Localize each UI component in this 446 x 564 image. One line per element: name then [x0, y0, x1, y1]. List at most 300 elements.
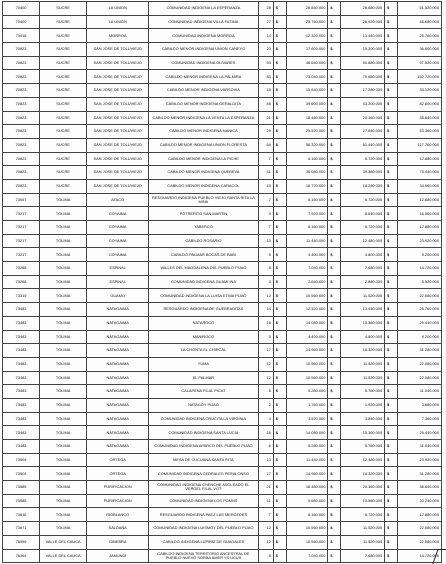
- community-name-cell: COMUNIDAD INDIGENA CEDRALES PERALONSO: [149, 467, 258, 481]
- amount-a-cell: 17.600.000: [286, 43, 327, 57]
- amount-b-cell: 5.760.000: [341, 440, 385, 454]
- amount-a-cell: 6.160.000: [286, 152, 327, 166]
- total-cell: 29.440.000: [398, 426, 442, 440]
- currency-cell: $: [328, 494, 341, 508]
- department-cell: TOLIMA: [40, 467, 87, 481]
- amount-a-cell: 16.720.000: [286, 179, 327, 193]
- total-cell: 22.080.000: [398, 522, 442, 536]
- amount-b-cell: 6.720.000: [341, 152, 385, 166]
- currency-cell: $: [385, 56, 398, 70]
- department-cell: TOLIMA: [40, 371, 87, 385]
- department-cell: SUCRE: [40, 56, 87, 70]
- currency-cell: $: [328, 371, 341, 385]
- total-cell: 12.880.000: [398, 221, 442, 235]
- municipality-code-cell: 73483: [3, 385, 40, 399]
- municipality-cell: COYAIMA: [87, 207, 149, 221]
- currency-cell: $: [385, 316, 398, 330]
- total-cell: 31.280.000: [398, 467, 442, 481]
- community-name-cell: CABILDO MENOR INDIGENA LA PICHE: [149, 152, 258, 166]
- amount-b-cell: 1.920.000: [341, 398, 385, 412]
- amount-b-cell: 4.800.000: [341, 248, 385, 262]
- municipality-cell: NATAGAIMA: [87, 344, 149, 358]
- currency-cell: $: [385, 385, 398, 399]
- payments-table: [2, 1, 442, 563]
- department-cell: TOLIMA: [40, 316, 87, 330]
- amount-a-cell: 10.560.000: [286, 371, 327, 385]
- table-row: [3, 43, 442, 57]
- currency-cell: $: [273, 371, 286, 385]
- currency-cell: $: [273, 111, 286, 125]
- count-cell: 29: [258, 125, 273, 139]
- amount-a-cell: 2.640.000: [286, 275, 327, 289]
- amount-a-cell: 5.280.000: [286, 440, 327, 454]
- table-row: [3, 138, 442, 152]
- amount-b-cell: 18.240.000: [341, 179, 385, 193]
- currency-cell: $: [273, 303, 286, 317]
- currency-cell: $: [273, 248, 286, 262]
- total-cell: 31.280.000: [398, 344, 442, 358]
- municipality-code-cell: 73268: [3, 275, 40, 289]
- table-row: [3, 549, 442, 563]
- count-cell: 13: [258, 234, 273, 248]
- amount-b-cell: 12.480.000: [341, 234, 385, 248]
- department-cell: TOLIMA: [40, 275, 87, 289]
- count-cell: 9: [258, 207, 273, 221]
- currency-cell: $: [273, 481, 286, 495]
- department-cell: VALLE DEL CAUCA: [40, 549, 87, 563]
- municipality-cell: NATAGAIMA: [87, 330, 149, 344]
- community-name-cell: CABILDO PALMAR BOCAS DE BABI: [149, 248, 258, 262]
- amount-a-cell: 4.400.000: [286, 330, 327, 344]
- currency-cell: $: [328, 15, 341, 29]
- department-cell: SUCRE: [40, 152, 87, 166]
- municipality-cell: NATAGAIMA: [87, 371, 149, 385]
- amount-a-cell: 7.040.000: [286, 262, 327, 276]
- municipality-cell: NATAGAIMA: [87, 412, 149, 426]
- municipality-cell: SAN JOSE DE TOLUVIEJO: [87, 138, 149, 152]
- municipality-cell: COYAIMA: [87, 234, 149, 248]
- municipality-code-cell: 73217: [3, 234, 40, 248]
- community-name-cell: COMUNIDAD INDIGENA LA LUISA ETNIA PIJAO: [149, 289, 258, 303]
- department-cell: TOLIMA: [40, 453, 87, 467]
- currency-cell: $: [273, 138, 286, 152]
- table-row: [3, 344, 442, 358]
- currency-cell: $: [328, 289, 341, 303]
- currency-cell: $: [385, 398, 398, 412]
- community-name-cell: COMUNIDAD INDIGENA GUAMI INA: [149, 275, 258, 289]
- count-cell: 12: [258, 522, 273, 536]
- currency-cell: $: [385, 481, 398, 495]
- municipality-cell: ESPINAL: [87, 262, 149, 276]
- total-cell: 23.920.000: [398, 234, 442, 248]
- currency-cell: $: [328, 262, 341, 276]
- municipality-code-cell: 73483: [3, 316, 40, 330]
- department-cell: SUCRE: [40, 138, 87, 152]
- table-row: [3, 70, 442, 84]
- total-cell: 34.960.000: [398, 179, 442, 193]
- amount-b-cell: 11.520.000: [341, 371, 385, 385]
- table-row: [3, 56, 442, 70]
- currency-cell: $: [328, 316, 341, 330]
- amount-a-cell: 11.440.000: [286, 234, 327, 248]
- currency-cell: $: [273, 29, 286, 43]
- currency-cell: $: [273, 522, 286, 536]
- currency-cell: $: [385, 467, 398, 481]
- amount-b-cell: 6.720.000: [341, 508, 385, 522]
- total-cell: 97.520.000: [398, 56, 442, 70]
- currency-cell: $: [328, 275, 341, 289]
- total-cell: 16.560.000: [398, 207, 442, 221]
- currency-cell: $: [328, 234, 341, 248]
- amount-a-cell: 7.040.000: [286, 549, 327, 563]
- municipality-cell: NATAGAIMA: [87, 303, 149, 317]
- amount-b-cell: 2.880.000: [341, 275, 385, 289]
- community-name-cell: LA CHONTA EL CHIRCAL: [149, 344, 258, 358]
- amount-a-cell: 39.600.000: [286, 97, 327, 111]
- municipality-cell: PURIFICACION: [87, 494, 149, 508]
- currency-cell: $: [273, 385, 286, 399]
- count-cell: 20: [258, 43, 273, 57]
- currency-cell: $: [328, 193, 341, 207]
- amount-a-cell: 12.320.000: [286, 303, 327, 317]
- count-cell: 17: [258, 467, 273, 481]
- total-cell: 29.440.000: [398, 316, 442, 330]
- table-row: [3, 357, 442, 371]
- total-cell: 22.080.000: [398, 357, 442, 371]
- currency-cell: $: [328, 412, 341, 426]
- table-row: [3, 29, 442, 43]
- currency-cell: $: [273, 289, 286, 303]
- table-row: [3, 97, 442, 111]
- total-cell: 12.880.000: [398, 193, 442, 207]
- table-row: [3, 84, 442, 98]
- municipality-code-cell: 70823: [3, 70, 40, 84]
- municipality-code-cell: 70823: [3, 179, 40, 193]
- count-cell: 13: [258, 453, 273, 467]
- amount-a-cell: 14.960.000: [286, 467, 327, 481]
- amount-b-cell: 6.720.000: [341, 221, 385, 235]
- total-cell: 36.800.000: [398, 43, 442, 57]
- table-row: [3, 125, 442, 139]
- amount-b-cell: 12.480.000: [341, 453, 385, 467]
- currency-cell: $: [273, 357, 286, 371]
- municipality-code-cell: 76364: [3, 549, 40, 563]
- currency-cell: $: [273, 207, 286, 221]
- amount-a-cell: 14.080.000: [286, 316, 327, 330]
- currency-cell: $: [328, 440, 341, 454]
- table-row: [3, 275, 442, 289]
- currency-cell: $: [385, 522, 398, 536]
- table-row: [3, 316, 442, 330]
- department-cell: VALLE DEL CAUCA: [40, 535, 87, 549]
- count-cell: 7: [258, 508, 273, 522]
- total-cell: 7.360.000: [398, 412, 442, 426]
- community-name-cell: CABILDO MENOR INDIGENA LA VENTA LA ESPERANZA: [149, 111, 258, 125]
- municipality-code-cell: 70823: [3, 138, 40, 152]
- department-cell: TOLIMA: [40, 344, 87, 358]
- department-cell: SUCRE: [40, 125, 87, 139]
- currency-cell: $: [328, 166, 341, 180]
- municipality-cell: SAN JOSE DE TOLUVIEJO: [87, 125, 149, 139]
- table-row: [3, 2, 442, 16]
- department-cell: SUCRE: [40, 70, 87, 84]
- community-name-cell: COMUNIDAD INDIGENA CHENCHE ASOLEADO EL VERGEL FILAL VOT: [149, 481, 258, 495]
- municipality-code-cell: 73319: [3, 289, 40, 303]
- count-cell: 14: [258, 29, 273, 43]
- amount-a-cell: 10.560.000: [286, 535, 327, 549]
- table-row: [3, 111, 442, 125]
- department-cell: TOLIMA: [40, 508, 87, 522]
- total-cell: 12.880.000: [398, 152, 442, 166]
- municipality-cell: GINEBRA: [87, 535, 149, 549]
- community-name-cell: CABILDO ROSARIO: [149, 234, 258, 248]
- department-cell: SUCRE: [40, 15, 87, 29]
- amount-a-cell: 12.320.000: [286, 29, 327, 43]
- currency-cell: $: [328, 111, 341, 125]
- currency-cell: $: [385, 234, 398, 248]
- municipality-code-cell: 73483: [3, 440, 40, 454]
- currency-cell: $: [385, 426, 398, 440]
- currency-cell: $: [328, 357, 341, 371]
- municipality-code-cell: 70823: [3, 166, 40, 180]
- count-cell: 11: [258, 494, 273, 508]
- currency-cell: $: [328, 481, 341, 495]
- amount-b-cell: 15.360.000: [341, 316, 385, 330]
- total-cell: 38.640.000: [398, 111, 442, 125]
- amount-a-cell: 3.520.000: [286, 412, 327, 426]
- currency-cell: $: [273, 344, 286, 358]
- community-name-cell: CABILDO MENOR INDIGENA MANICA: [149, 125, 258, 139]
- table-row: [3, 152, 442, 166]
- total-cell: 22.080.000: [398, 371, 442, 385]
- currency-cell: $: [273, 70, 286, 84]
- total-cell: 11.040.000: [398, 385, 442, 399]
- currency-cell: $: [385, 207, 398, 221]
- currency-cell: $: [273, 440, 286, 454]
- community-name-cell: CABILDO MENOR INDIGENA VARSOVIA: [149, 84, 258, 98]
- community-name-cell: RESGUARDO INDIGENA DE GUEBRADITAS: [149, 303, 258, 317]
- table-row: [3, 481, 442, 495]
- currency-cell: $: [385, 330, 398, 344]
- count-cell: 8: [258, 549, 273, 563]
- department-cell: TOLIMA: [40, 357, 87, 371]
- department-cell: SUCRE: [40, 97, 87, 111]
- amount-a-cell: 10.560.000: [286, 289, 327, 303]
- municipality-cell: NATAGAIMA: [87, 385, 149, 399]
- currency-cell: $: [273, 179, 286, 193]
- currency-cell: $: [385, 494, 398, 508]
- count-cell: 6: [258, 440, 273, 454]
- currency-cell: $: [385, 262, 398, 276]
- department-cell: SUCRE: [40, 179, 87, 193]
- amount-b-cell: 5.760.000: [341, 385, 385, 399]
- currency-cell: $: [385, 221, 398, 235]
- amount-b-cell: 8.640.000: [341, 207, 385, 221]
- amount-b-cell: 79.680.000: [341, 70, 385, 84]
- currency-cell: $: [273, 15, 286, 29]
- table-row: [3, 179, 442, 193]
- total-cell: 22.080.000: [398, 535, 442, 549]
- total-cell: 82.800.000: [398, 97, 442, 111]
- amount-a-cell: 10.560.000: [286, 522, 327, 536]
- table-row: [3, 248, 442, 262]
- municipality-code-cell: 70823: [3, 43, 40, 57]
- department-cell: SUCRE: [40, 29, 87, 43]
- amount-b-cell: 4.800.000: [341, 330, 385, 344]
- count-cell: 83: [258, 70, 273, 84]
- municipality-cell: ESPINAL: [87, 275, 149, 289]
- department-cell: TOLIMA: [40, 207, 87, 221]
- municipality-code-cell: 70823: [3, 97, 40, 111]
- community-name-cell: CABILDO MENOR INDIGENA UNION CANEYO: [149, 43, 258, 57]
- table-row: [3, 535, 442, 549]
- municipality-cell: MORROA: [87, 29, 149, 43]
- currency-cell: $: [385, 248, 398, 262]
- amount-b-cell: 50.880.000: [341, 56, 385, 70]
- total-cell: 48.680.000: [398, 15, 442, 29]
- community-name-cell: CABILDO MENOR INDIGENA CARACOL: [149, 179, 258, 193]
- municipality-code-cell: 70400: [3, 2, 40, 16]
- municipality-code-cell: 70823: [3, 152, 40, 166]
- amount-a-cell: 36.080.000: [286, 166, 327, 180]
- total-cell: 22.080.000: [398, 289, 442, 303]
- currency-cell: $: [385, 111, 398, 125]
- total-cell: 20.240.000: [398, 494, 442, 508]
- count-cell: 7: [258, 193, 273, 207]
- amount-b-cell: 11.520.000: [341, 535, 385, 549]
- department-cell: TOLIMA: [40, 193, 87, 207]
- currency-cell: $: [273, 97, 286, 111]
- community-name-cell: COMUNIDAD INDIGENA OLIVARES: [149, 56, 258, 70]
- amount-b-cell: 7.680.000: [341, 549, 385, 563]
- amount-a-cell: 6.160.000: [286, 193, 327, 207]
- amount-a-cell: 10.560.000: [286, 357, 327, 371]
- count-cell: 53: [258, 56, 273, 70]
- municipality-cell: NATAGAIMA: [87, 398, 149, 412]
- department-cell: TOLIMA: [40, 385, 87, 399]
- count-cell: 5: [258, 248, 273, 262]
- amount-a-cell: 11.440.000: [286, 453, 327, 467]
- currency-cell: $: [273, 166, 286, 180]
- amount-a-cell: 14.960.000: [286, 344, 327, 358]
- currency-cell: $: [385, 152, 398, 166]
- currency-cell: $: [385, 453, 398, 467]
- municipality-cell: SAN JOSE DE TOLUVIEJO: [87, 97, 149, 111]
- currency-cell: $: [328, 2, 341, 16]
- community-name-cell: MESA DE CUCUANA SANTA RITA: [149, 453, 258, 467]
- municipality-code-cell: 70418: [3, 29, 40, 43]
- community-name-cell: CABILDO INDIGENA TERRITORIO ANCESTRAL DE PUEBLO NUEVO SORBA AMER YS UCUX: [149, 549, 258, 563]
- currency-cell: $: [328, 453, 341, 467]
- count-cell: 16: [258, 316, 273, 330]
- count-cell: 7: [258, 152, 273, 166]
- currency-cell: $: [385, 344, 398, 358]
- currency-cell: $: [273, 43, 286, 57]
- count-cell: 5: [258, 330, 273, 344]
- municipality-code-cell: 70400: [3, 15, 40, 29]
- department-cell: SUCRE: [40, 166, 87, 180]
- community-name-cell: POTRERITO SAN MARTIN: [149, 207, 258, 221]
- municipality-code-cell: 73671: [3, 522, 40, 536]
- count-cell: 14: [258, 303, 273, 317]
- municipality-cell: NATAGAIMA: [87, 357, 149, 371]
- municipality-cell: SAN JOSE DE TOLUVIEJO: [87, 56, 149, 70]
- amount-b-cell: 16.320.000: [341, 344, 385, 358]
- amount-a-cell: 7.920.000: [286, 207, 327, 221]
- municipality-cell: ATACO: [87, 193, 149, 207]
- municipality-cell: SAN JOSE DE TOLUVIEJO: [87, 43, 149, 57]
- currency-cell: $: [273, 316, 286, 330]
- count-cell: 12: [258, 289, 273, 303]
- municipality-cell: SALDAÑA: [87, 522, 149, 536]
- table-row: [3, 494, 442, 508]
- table-row: [3, 330, 442, 344]
- table-row: [3, 508, 442, 522]
- count-cell: 2: [258, 398, 273, 412]
- community-name-cell: COMUNIDAD INDIGENA CRUCITA LA VIRGINIA: [149, 412, 258, 426]
- table-row: [3, 303, 442, 317]
- municipality-cell: SAN JOSE DE TOLUVIEJO: [87, 84, 149, 98]
- municipality-code-cell: 76999: [3, 535, 40, 549]
- amount-b-cell: 26.680.000: [341, 2, 385, 16]
- department-cell: TOLIMA: [40, 426, 87, 440]
- count-cell: 12: [258, 357, 273, 371]
- municipality-code-cell: 73483: [3, 344, 40, 358]
- currency-cell: $: [328, 426, 341, 440]
- currency-cell: $: [328, 43, 341, 57]
- currency-cell: $: [328, 29, 341, 43]
- currency-cell: $: [385, 15, 398, 29]
- table-row: [3, 262, 442, 276]
- currency-cell: $: [385, 275, 398, 289]
- table-row: [3, 221, 442, 235]
- municipality-cell: SAN JOSE DE TOLUVIEJO: [87, 152, 149, 166]
- count-cell: 17: [258, 344, 273, 358]
- currency-cell: $: [273, 426, 286, 440]
- municipality-code-cell: 70823: [3, 111, 40, 125]
- currency-cell: $: [273, 535, 286, 549]
- department-cell: TOLIMA: [40, 481, 87, 495]
- community-name-cell: COMUNIDAD INDIGENA VILLA FATIMA: [149, 15, 258, 29]
- currency-cell: $: [328, 56, 341, 70]
- municipality-cell: SAN JOSE DE TOLUVIEJO: [87, 179, 149, 193]
- currency-cell: $: [328, 549, 341, 563]
- amount-a-cell: 25.520.000: [286, 125, 327, 139]
- municipality-code-cell: 73585: [3, 494, 40, 508]
- community-name-cell: VALLES DEL MAGDALENA DEL PUEBLO PIJAO: [149, 262, 258, 276]
- count-cell: 6: [258, 385, 273, 399]
- amount-b-cell: 10.560.000: [341, 494, 385, 508]
- count-cell: 21: [258, 111, 273, 125]
- amount-b-cell: 16.320.000: [341, 467, 385, 481]
- amount-b-cell: 61.440.000: [341, 138, 385, 152]
- currency-cell: $: [385, 29, 398, 43]
- department-cell: TOLIMA: [40, 234, 87, 248]
- amount-a-cell: 46.640.000: [286, 56, 327, 70]
- currency-cell: $: [385, 2, 398, 16]
- table-row: [3, 453, 442, 467]
- count-cell: 41: [258, 166, 273, 180]
- currency-cell: $: [273, 494, 286, 508]
- amount-a-cell: 18.480.000: [286, 111, 327, 125]
- total-cell: 9.200.000: [398, 330, 442, 344]
- community-name-cell: COMUNIDAD INDIGENA APARCO DEL PUEBLO PIJAO: [149, 440, 258, 454]
- currency-cell: $: [328, 152, 341, 166]
- amount-b-cell: 17.280.000: [341, 84, 385, 98]
- department-cell: TOLIMA: [40, 221, 87, 235]
- municipality-code-cell: 73483: [3, 371, 40, 385]
- currency-cell: $: [273, 275, 286, 289]
